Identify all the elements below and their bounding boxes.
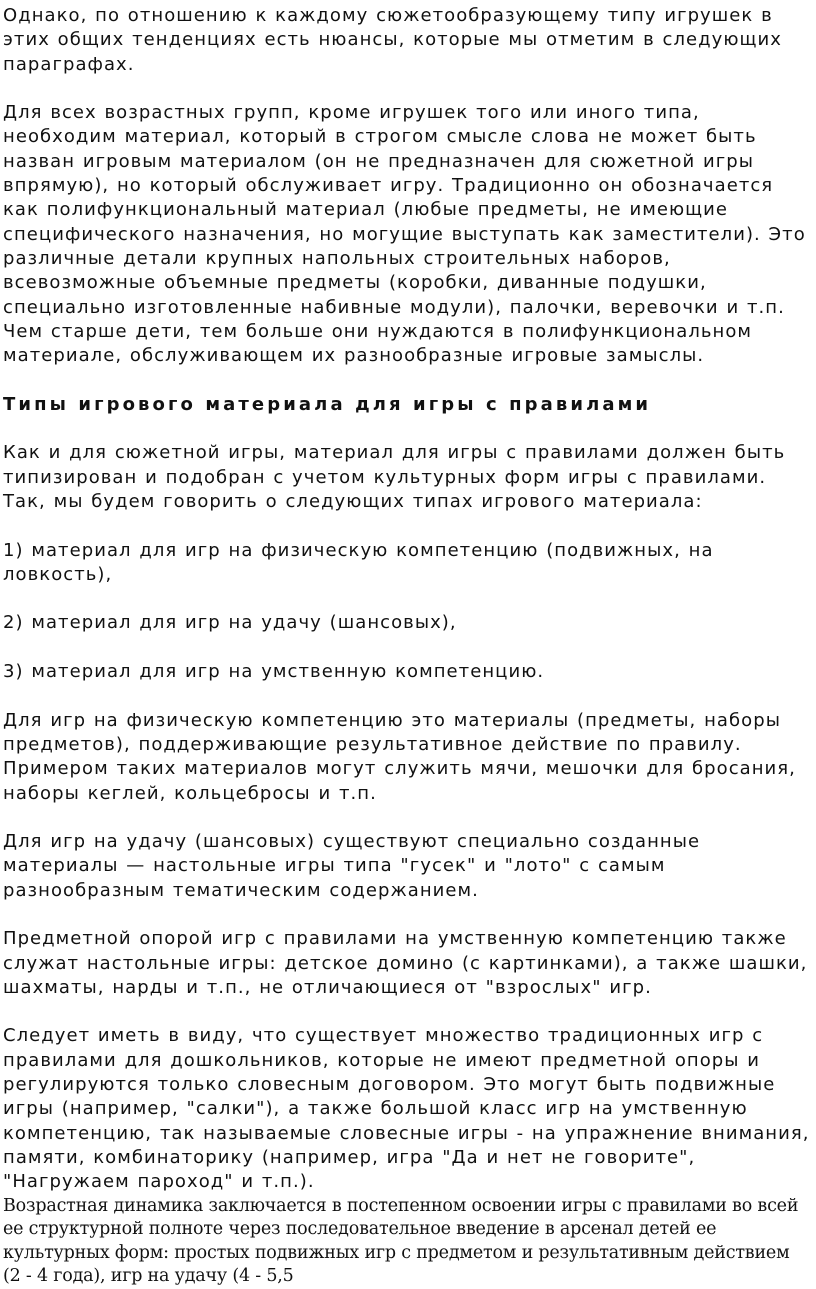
spacer (3, 77, 810, 101)
spacer (3, 417, 810, 441)
list-item-3: 3) материал для игр на умственную компетенцию. (3, 661, 545, 683)
spacer (3, 587, 810, 611)
paragraph-1: Однако, по отношению к каждому сюжетообразующему типу игрушек в этих общих тенденциях есть нюансы, которые мы отметим в следующих параграфах. (3, 5, 782, 75)
paragraph-3: Как и для сюжетной игры, материал для игры с правилами должен быть типизирован и подобран с учетом культурных форм игры с правилами. Так, мы будем говорить о следующих типах игрового материала: (3, 442, 786, 512)
paragraph-2: Для всех возрастных групп, кроме игрушек того или иного типа, необходим материал, который в строгом смысле слова не может быть назван игровым материалом (он не предназначен для сюжетной игры впрямую), но который обслуживает игру. Традиционно он обозначается как полифункциональный материал (любые предметы, не имеющие специфического назначения, но могущие выступать как заместители). Это различные детали крупных напольных строительных наборов, всевозможные объемные предметы (коробки, диванные подушки, специально изготовленные набивные модули), палочки, веревочки и т.п. Чем старше дети, тем больше они нуждаются в полифункциональном материале, обслуживающем их разнообразные игровые замыслы. (3, 102, 806, 367)
paragraph-4: Для игр на физическую компетенцию это материалы (предметы, наборы предметов), поддерживающие результативное действие по правилу. Примером таких материалов могут служить мячи, мешочки для бросания, наборы кеглей, кольцебросы и т.п. (3, 709, 796, 804)
list-item-1: 1) материал для игр на физическую компетенцию (подвижных, на ловкость), (3, 539, 714, 585)
spacer (3, 806, 810, 830)
paragraph-7: Следует иметь в виду, что существует множество традиционных игр с правилами для дошкольников, которые не имеют предметной опоры и регулируются только словесным договором. Это могут быть подвижные игры (например, "салки"), а также большой класс игр на умственную компетенцию, так называемые словесные игры - на упражнение внимания, памяти, комбинаторику (например, игра "Да и нет не говорите", "Нагружаем пароход" и т.п.). (3, 1025, 810, 1193)
spacer (3, 1000, 810, 1024)
paragraph-8: Возрастная динамика заключается в постепенном освоении игры с правилами во всей ее структурной полноте через последовательное введение в арсенал детей ее культурных форм: простых подвижных игр с предметом и результативным действием (2 - 4 года), игр на удачу (4 - 5,5 (3, 1195, 799, 1287)
spacer (3, 684, 810, 708)
paragraph-5: Для игр на удачу (шансовых) существуют специально созданные материалы — настольные игры типа "гусек" и "лото" с самым разнообразным тематическим содержанием. (3, 831, 701, 901)
spacer (3, 636, 810, 660)
section-heading: Типы игрового материала для игры с правилами (3, 393, 652, 415)
paragraph-6: Предметной опорой игр с правилами на умственную компетенцию также служат настольные игры: детское домино (с картинками), а также шашки, шахматы, нарды и т.п., не отличающиеся от "взрослых" игр. (3, 928, 808, 998)
list-item-2: 2) материал для игр на удачу (шансовых), (3, 612, 457, 634)
spacer (3, 514, 810, 538)
spacer (3, 368, 810, 392)
spacer (3, 903, 810, 927)
